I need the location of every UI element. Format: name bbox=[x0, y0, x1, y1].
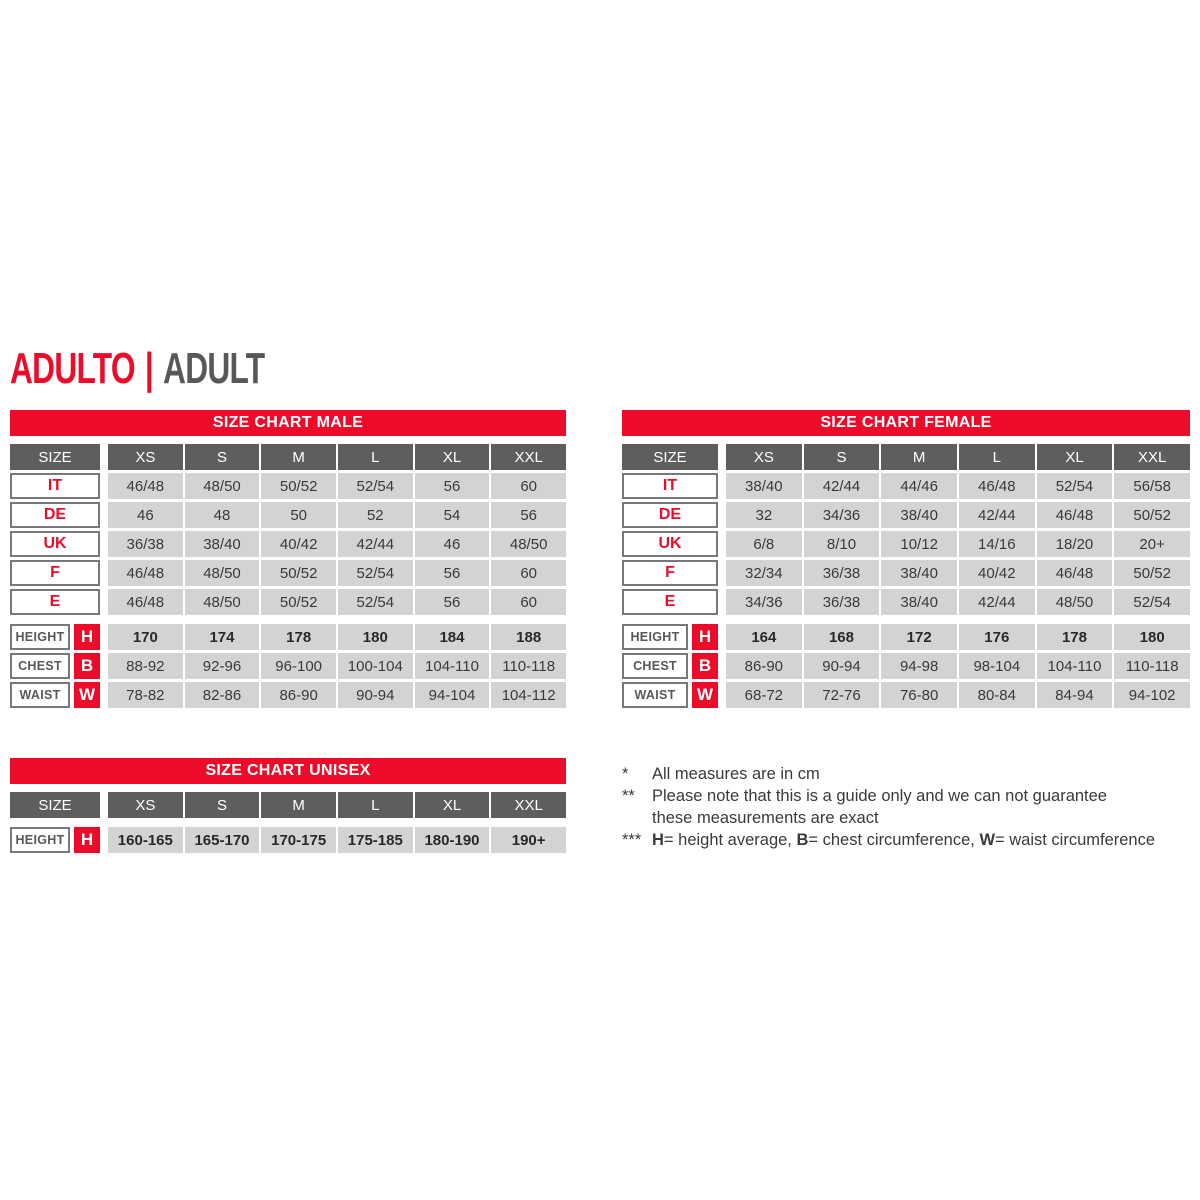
column-header-row bbox=[10, 792, 566, 818]
size-value: 38/40 bbox=[726, 473, 802, 499]
size-value: 46/48 bbox=[108, 560, 183, 586]
size-value: 46/48 bbox=[108, 473, 183, 499]
size-value: 50/52 bbox=[1114, 502, 1190, 528]
size-chart-male-table bbox=[10, 410, 566, 708]
measure-letter-badge: W bbox=[692, 682, 718, 708]
footnote-guide-line2: these measurements are exact bbox=[652, 809, 879, 827]
row-label: DE bbox=[622, 502, 718, 528]
size-value: 48/50 bbox=[1037, 589, 1113, 615]
measure-value: 88-92 bbox=[108, 653, 183, 679]
measure-value: 174 bbox=[185, 624, 260, 650]
column-header: L bbox=[338, 792, 413, 818]
row-label: UK bbox=[10, 531, 100, 557]
column-header: M bbox=[261, 444, 336, 470]
size-value: 38/40 bbox=[881, 589, 957, 615]
measure-value: 184 bbox=[415, 624, 490, 650]
measure-value: 190+ bbox=[491, 827, 566, 853]
size-value: 34/36 bbox=[726, 589, 802, 615]
measure-value: 164 bbox=[726, 624, 802, 650]
size-value: 50/52 bbox=[1114, 560, 1190, 586]
size-value: 60 bbox=[491, 589, 566, 615]
size-header-cell: SIZE bbox=[10, 444, 100, 470]
size-value: 48/50 bbox=[185, 589, 260, 615]
table-row-f bbox=[622, 560, 1190, 586]
measure-value: 160-165 bbox=[108, 827, 183, 853]
measure-value: 84-94 bbox=[1037, 682, 1113, 708]
footnote-text: All measures are in cm bbox=[652, 765, 820, 783]
measure-value: 188 bbox=[491, 624, 566, 650]
measure-label: WAIST bbox=[622, 682, 688, 708]
size-value: 40/42 bbox=[959, 560, 1035, 586]
measure-letter-badge: H bbox=[74, 624, 100, 650]
table-row-e bbox=[622, 589, 1190, 615]
measure-value: 86-90 bbox=[726, 653, 802, 679]
measure-value: 98-104 bbox=[959, 653, 1035, 679]
measure-value: 90-94 bbox=[338, 682, 413, 708]
row-label: F bbox=[622, 560, 718, 586]
table-title-bar: SIZE CHART FEMALE bbox=[622, 410, 1190, 436]
table-row-height bbox=[10, 827, 566, 853]
table-row-height bbox=[10, 624, 566, 650]
measure-value: 178 bbox=[261, 624, 336, 650]
row-label: F bbox=[10, 560, 100, 586]
table-row-uk bbox=[10, 531, 566, 557]
column-header: M bbox=[881, 444, 957, 470]
size-value: 48/50 bbox=[491, 531, 566, 557]
column-header: M bbox=[261, 792, 336, 818]
column-header-row bbox=[622, 444, 1190, 470]
measure-label: CHEST bbox=[10, 653, 70, 679]
measure-value: 94-104 bbox=[415, 682, 490, 708]
size-value: 48/50 bbox=[185, 560, 260, 586]
measure-value: 168 bbox=[804, 624, 880, 650]
row-label: IT bbox=[10, 473, 100, 499]
column-header: XS bbox=[726, 444, 802, 470]
legend-h: H bbox=[652, 831, 664, 849]
size-value: 56 bbox=[415, 589, 490, 615]
size-value: 52/54 bbox=[1037, 473, 1113, 499]
column-header: XXL bbox=[491, 444, 566, 470]
measure-value: 90-94 bbox=[804, 653, 880, 679]
column-header: XL bbox=[415, 444, 490, 470]
column-header: S bbox=[185, 444, 260, 470]
measure-value: 110-118 bbox=[1114, 653, 1190, 679]
size-value: 60 bbox=[491, 560, 566, 586]
size-value: 18/20 bbox=[1037, 531, 1113, 557]
size-value: 50/52 bbox=[261, 589, 336, 615]
measure-value: 94-102 bbox=[1114, 682, 1190, 708]
column-header: XXL bbox=[1114, 444, 1190, 470]
measure-value: 72-76 bbox=[804, 682, 880, 708]
measure-value: 68-72 bbox=[726, 682, 802, 708]
size-value: 54 bbox=[415, 502, 490, 528]
size-value: 48/50 bbox=[185, 473, 260, 499]
measure-value: 176 bbox=[959, 624, 1035, 650]
size-value: 50/52 bbox=[261, 473, 336, 499]
size-value: 52/54 bbox=[338, 589, 413, 615]
measure-label: HEIGHT bbox=[10, 624, 70, 650]
measure-value: 170 bbox=[108, 624, 183, 650]
size-header-cell: SIZE bbox=[622, 444, 718, 470]
column-header: XS bbox=[108, 792, 183, 818]
legend-w-desc: = waist circumference bbox=[995, 831, 1156, 849]
measure-letter-badge: H bbox=[692, 624, 718, 650]
title-separator: | bbox=[144, 344, 153, 393]
column-header-row bbox=[10, 444, 566, 470]
measure-value: 165-170 bbox=[185, 827, 260, 853]
size-value: 42/44 bbox=[804, 473, 880, 499]
legend-b-desc: = chest circumference, bbox=[808, 831, 980, 849]
table-title-bar: SIZE CHART UNISEX bbox=[10, 758, 566, 784]
table-row-chest bbox=[10, 653, 566, 679]
size-header-cell: SIZE bbox=[10, 792, 100, 818]
measure-label: WAIST bbox=[10, 682, 70, 708]
column-header: XL bbox=[415, 792, 490, 818]
column-header: S bbox=[804, 444, 880, 470]
table-row-de bbox=[10, 502, 566, 528]
size-value: 46 bbox=[108, 502, 183, 528]
table-row-f bbox=[10, 560, 566, 586]
size-value: 10/12 bbox=[881, 531, 957, 557]
size-value: 52/54 bbox=[338, 560, 413, 586]
size-value: 46 bbox=[415, 531, 490, 557]
size-value: 14/16 bbox=[959, 531, 1035, 557]
column-header: XL bbox=[1037, 444, 1113, 470]
measure-value: 100-104 bbox=[338, 653, 413, 679]
measure-value: 86-90 bbox=[261, 682, 336, 708]
table-row-it bbox=[10, 473, 566, 499]
measure-value: 92-96 bbox=[185, 653, 260, 679]
size-value: 52/54 bbox=[1114, 589, 1190, 615]
footnote-text: Please note that this is a guide only and we can not guarantee bbox=[652, 787, 1107, 805]
size-value: 42/44 bbox=[959, 502, 1035, 528]
footnotes bbox=[622, 763, 1200, 851]
table-title-bar: SIZE CHART MALE bbox=[10, 410, 566, 436]
footnote-marker: * bbox=[622, 765, 629, 783]
size-value: 6/8 bbox=[726, 531, 802, 557]
measure-value: 110-118 bbox=[491, 653, 566, 679]
measure-value: 76-80 bbox=[881, 682, 957, 708]
measure-letter-badge: B bbox=[692, 653, 718, 679]
measure-value: 94-98 bbox=[881, 653, 957, 679]
measure-label: HEIGHT bbox=[622, 624, 688, 650]
size-value: 44/46 bbox=[881, 473, 957, 499]
table-row-waist bbox=[622, 682, 1190, 708]
size-value: 20+ bbox=[1114, 531, 1190, 557]
column-header: XS bbox=[108, 444, 183, 470]
size-value: 34/36 bbox=[804, 502, 880, 528]
measure-letter-badge: B bbox=[74, 653, 100, 679]
legend-w: W bbox=[979, 831, 996, 849]
measure-label: HEIGHT bbox=[10, 827, 70, 853]
column-header: L bbox=[959, 444, 1035, 470]
measure-value: 82-86 bbox=[185, 682, 260, 708]
size-chart-female-table bbox=[622, 410, 1190, 708]
size-value: 8/10 bbox=[804, 531, 880, 557]
size-value: 46/48 bbox=[108, 589, 183, 615]
size-value: 32 bbox=[726, 502, 802, 528]
size-value: 56 bbox=[415, 560, 490, 586]
table-row-it bbox=[622, 473, 1190, 499]
size-value: 50/52 bbox=[261, 560, 336, 586]
measure-value: 96-100 bbox=[261, 653, 336, 679]
size-value: 56/58 bbox=[1114, 473, 1190, 499]
size-value: 32/34 bbox=[726, 560, 802, 586]
table-row-de bbox=[622, 502, 1190, 528]
measure-value: 172 bbox=[881, 624, 957, 650]
measure-value: 104-110 bbox=[415, 653, 490, 679]
measure-value: 180-190 bbox=[415, 827, 490, 853]
column-header: XXL bbox=[491, 792, 566, 818]
row-label: UK bbox=[622, 531, 718, 557]
table-row-chest bbox=[622, 653, 1190, 679]
measure-label: CHEST bbox=[622, 653, 688, 679]
size-value: 42/44 bbox=[959, 589, 1035, 615]
footnote-guide bbox=[622, 785, 1200, 807]
measure-value: 175-185 bbox=[338, 827, 413, 853]
size-value: 46/48 bbox=[959, 473, 1035, 499]
measure-value: 104-112 bbox=[491, 682, 566, 708]
size-value: 36/38 bbox=[804, 589, 880, 615]
size-value: 52/54 bbox=[338, 473, 413, 499]
size-value: 52 bbox=[338, 502, 413, 528]
table-row-waist bbox=[10, 682, 566, 708]
measure-value: 80-84 bbox=[959, 682, 1035, 708]
row-label: E bbox=[622, 589, 718, 615]
footnote-measures bbox=[622, 763, 1200, 785]
size-value: 42/44 bbox=[338, 531, 413, 557]
table-row-uk bbox=[622, 531, 1190, 557]
measure-value: 178 bbox=[1037, 624, 1113, 650]
column-header: S bbox=[185, 792, 260, 818]
size-value: 38/40 bbox=[881, 560, 957, 586]
measure-value: 170-175 bbox=[261, 827, 336, 853]
measure-letter-badge: W bbox=[74, 682, 100, 708]
size-chart-unisex-table bbox=[10, 758, 566, 853]
page-title bbox=[10, 344, 264, 394]
size-value: 40/42 bbox=[261, 531, 336, 557]
table-row-height bbox=[622, 624, 1190, 650]
footnote-marker: *** bbox=[622, 831, 642, 849]
footnote-legend bbox=[622, 829, 1200, 851]
title-primary: ADULTO bbox=[10, 344, 135, 393]
size-value: 56 bbox=[491, 502, 566, 528]
size-value: 36/38 bbox=[804, 560, 880, 586]
measure-value: 78-82 bbox=[108, 682, 183, 708]
legend-h-desc: = height average, bbox=[663, 831, 797, 849]
size-value: 36/38 bbox=[108, 531, 183, 557]
size-value: 60 bbox=[491, 473, 566, 499]
footnote-marker: ** bbox=[622, 787, 635, 805]
size-value: 46/48 bbox=[1037, 502, 1113, 528]
size-value: 38/40 bbox=[881, 502, 957, 528]
title-secondary: ADULT bbox=[163, 344, 265, 393]
size-value: 46/48 bbox=[1037, 560, 1113, 586]
measure-value: 180 bbox=[338, 624, 413, 650]
measure-letter-badge: H bbox=[74, 827, 100, 853]
row-label: IT bbox=[622, 473, 718, 499]
row-label: E bbox=[10, 589, 100, 615]
size-value: 48 bbox=[185, 502, 260, 528]
size-value: 50 bbox=[261, 502, 336, 528]
size-value: 38/40 bbox=[185, 531, 260, 557]
row-label: DE bbox=[10, 502, 100, 528]
measure-value: 104-110 bbox=[1037, 653, 1113, 679]
column-header: L bbox=[338, 444, 413, 470]
table-row-e bbox=[10, 589, 566, 615]
footnote-text bbox=[652, 829, 1155, 851]
legend-b: B bbox=[796, 831, 809, 849]
size-value: 56 bbox=[415, 473, 490, 499]
measure-value: 180 bbox=[1114, 624, 1190, 650]
